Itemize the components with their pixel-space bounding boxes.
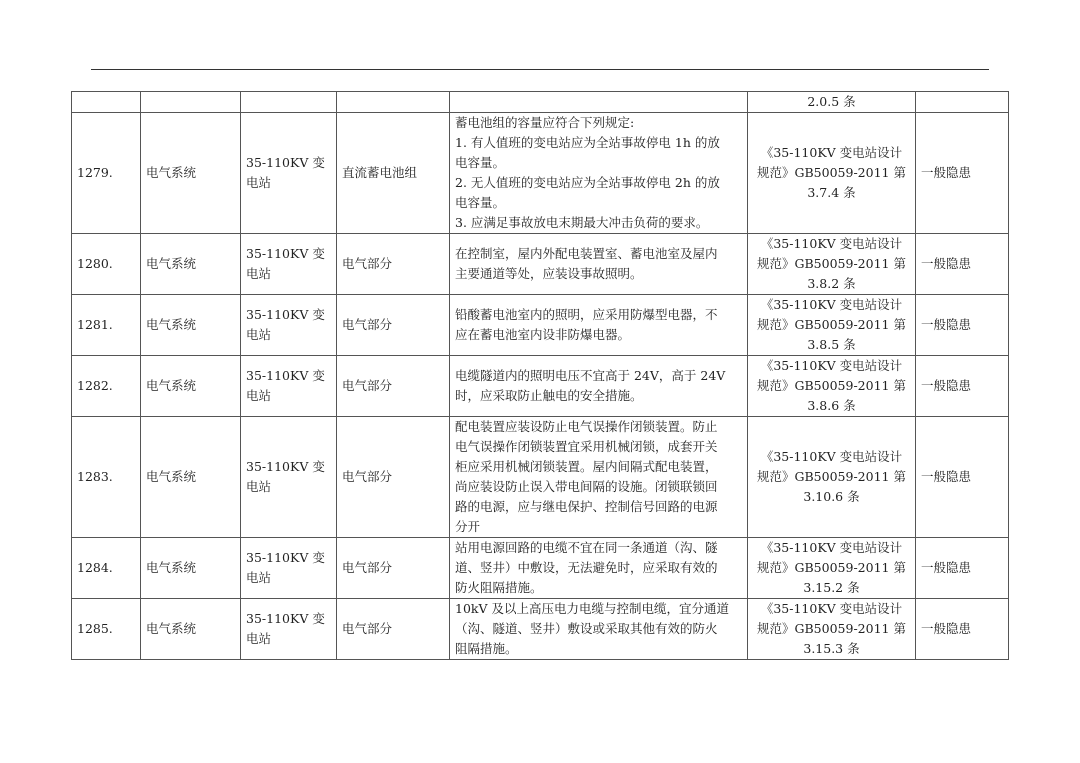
row-number: 1284.: [77, 560, 113, 575]
cell-number: [72, 113, 141, 234]
cell-requirement: [450, 92, 748, 113]
basis-line: 3.8.6 条: [807, 398, 856, 413]
hazard-level: 一般隐患: [921, 621, 972, 636]
cell-number: [72, 234, 141, 295]
system-name: 电气系统: [146, 560, 197, 575]
requirement-line: 在控制室，屋内外配电装置室、蓄电池室及屋内: [455, 246, 718, 261]
cell-location: [241, 295, 337, 356]
requirement-line: 时，应采取防止触电的安全措施。: [455, 388, 643, 403]
location-name: 35-110KV 变电站: [246, 459, 325, 494]
basis-line: 3.8.2 条: [807, 276, 856, 291]
table-row: [72, 599, 1009, 660]
cell-number: [72, 599, 141, 660]
hazard-level: 一般隐患: [921, 469, 972, 484]
system-name: 电气系统: [146, 621, 197, 636]
row-number: 1282.: [77, 378, 113, 393]
basis-line: 《35-110KV 变电站设计: [760, 358, 903, 373]
cell-component: [337, 92, 450, 113]
system-name: 电气系统: [146, 317, 197, 332]
row-number: 1280.: [77, 256, 113, 271]
requirement-line: 10kV 及以上高压电力电缆与控制电缆，宜分通道: [455, 601, 729, 616]
cell-system: [141, 356, 241, 417]
requirement-line: 路的电源，应与继电保护、控制信号回路的电源: [455, 499, 718, 514]
requirement-line: 防火阻隔措施。: [455, 580, 543, 595]
cell-requirement: [450, 234, 748, 295]
row-number: 1285.: [77, 621, 113, 636]
basis-line: 3.7.4 条: [807, 185, 856, 200]
cell-basis: [748, 538, 916, 599]
component-name: 电气部分: [342, 560, 393, 575]
hazard-level: 一般隐患: [921, 165, 972, 180]
cell-requirement: [450, 538, 748, 599]
basis-line: 3.15.3 条: [803, 641, 860, 656]
cell-requirement: [450, 295, 748, 356]
cell-basis: [748, 356, 916, 417]
cell-basis: [748, 113, 916, 234]
location-name: 35-110KV 变电站: [246, 368, 325, 403]
requirement-line: 柜应采用机械闭锁装置。屋内间隔式配电装置，: [455, 459, 718, 474]
row-number: 1281.: [77, 317, 113, 332]
location-name: 35-110KV 变电站: [246, 611, 325, 646]
requirement-line: 电容量。: [455, 155, 506, 170]
cell-system: [141, 92, 241, 113]
component-name: 电气部分: [342, 378, 393, 393]
cell-system: [141, 113, 241, 234]
cell-requirement: [450, 417, 748, 538]
requirement-line: 尚应装设防止误入带电间隔的设施。闭锁联锁回: [455, 479, 718, 494]
cell-location: [241, 92, 337, 113]
cell-component: [337, 417, 450, 538]
cell-component: [337, 538, 450, 599]
cell-level: [916, 92, 1009, 113]
basis-line: 《35-110KV 变电站设计: [760, 297, 903, 312]
row-number: 1283.: [77, 469, 113, 484]
component-name: 电气部分: [342, 317, 393, 332]
cell-basis: [748, 599, 916, 660]
basis-line: 3.8.5 条: [807, 337, 856, 352]
cell-requirement: [450, 113, 748, 234]
hazard-level: 一般隐患: [921, 256, 972, 271]
basis-line: 规范》GB50059-2011 第: [757, 469, 906, 484]
cell-system: [141, 538, 241, 599]
cell-location: [241, 113, 337, 234]
system-name: 电气系统: [146, 256, 197, 271]
cell-component: [337, 599, 450, 660]
row-number: 1279.: [77, 165, 113, 180]
requirement-line: 应在蓄电池室内设非防爆电器。: [455, 327, 631, 342]
component-name: 电气部分: [342, 621, 393, 636]
basis-line: 3.10.6 条: [803, 489, 860, 504]
requirement-line: 电缆隧道内的照明电压不宜高于 24V，高于 24V: [455, 368, 726, 383]
table-row: [72, 356, 1009, 417]
cell-system: [141, 417, 241, 538]
requirement-line: 1. 有人值班的变电站应为全站事故停电 1h 的放: [455, 135, 720, 150]
basis-line: 规范》GB50059-2011 第: [757, 256, 906, 271]
cell-level: [916, 538, 1009, 599]
cell-level: [916, 113, 1009, 234]
system-name: 电气系统: [146, 378, 197, 393]
basis-line: 《35-110KV 变电站设计: [760, 236, 903, 251]
table-row: [72, 417, 1009, 538]
cell-component: [337, 113, 450, 234]
requirement-line: 电容量。: [455, 195, 506, 210]
requirement-line: 分开: [455, 519, 481, 534]
basis-line: 《35-110KV 变电站设计: [760, 540, 903, 555]
cell-system: [141, 599, 241, 660]
basis-line: 规范》GB50059-2011 第: [757, 621, 906, 636]
requirement-line: 蓄电池组的容量应符合下列规定:: [455, 115, 635, 130]
basis-line: 《35-110KV 变电站设计: [760, 601, 903, 616]
component-name: 电气部分: [342, 256, 393, 271]
cell-location: [241, 599, 337, 660]
cell-location: [241, 356, 337, 417]
basis-line: 规范》GB50059-2011 第: [757, 317, 906, 332]
cell-system: [141, 234, 241, 295]
cell-number: [72, 417, 141, 538]
table-row: [72, 538, 1009, 599]
requirement-line: 道、竖井）中敷设，无法避免时，应采取有效的: [455, 560, 718, 575]
cell-location: [241, 234, 337, 295]
hazard-level: 一般隐患: [921, 317, 972, 332]
cell-location: [241, 417, 337, 538]
cell-system: [141, 295, 241, 356]
basis-line: 2.0.5 条: [807, 94, 856, 109]
cell-level: [916, 295, 1009, 356]
cell-requirement: [450, 599, 748, 660]
location-name: 35-110KV 变电站: [246, 307, 325, 342]
system-name: 电气系统: [146, 469, 197, 484]
basis-line: 规范》GB50059-2011 第: [757, 165, 906, 180]
requirement-line: 阻隔措施。: [455, 641, 518, 656]
cell-basis: [748, 417, 916, 538]
cell-component: [337, 234, 450, 295]
table-row-partial: [72, 92, 1009, 113]
header-rule: [91, 69, 989, 70]
basis-line: 规范》GB50059-2011 第: [757, 378, 906, 393]
cell-basis: [748, 92, 916, 113]
location-name: 35-110KV 变电站: [246, 155, 325, 190]
cell-number: [72, 538, 141, 599]
requirement-line: （沟、隧道、竖井）敷设或采取其他有效的防火: [455, 621, 718, 636]
cell-basis: [748, 234, 916, 295]
component-name: 直流蓄电池组: [342, 165, 418, 180]
basis-line: 3.15.2 条: [803, 580, 860, 595]
hazard-table: [71, 91, 1009, 660]
table-row: [72, 295, 1009, 356]
basis-line: 《35-110KV 变电站设计: [760, 145, 903, 160]
requirement-line: 配电装置应装设防止电气误操作闭锁装置。防止: [455, 419, 718, 434]
cell-number: [72, 92, 141, 113]
cell-requirement: [450, 356, 748, 417]
table-row: [72, 234, 1009, 295]
requirement-line: 3. 应满足事故放电末期最大冲击负荷的要求。: [455, 215, 709, 230]
requirement-line: 2. 无人值班的变电站应为全站事故停电 2h 的放: [455, 175, 720, 190]
requirement-line: 主要通道等处，应装设事故照明。: [455, 266, 643, 281]
cell-component: [337, 356, 450, 417]
component-name: 电气部分: [342, 469, 393, 484]
hazard-level: 一般隐患: [921, 560, 972, 575]
cell-level: [916, 234, 1009, 295]
basis-line: 《35-110KV 变电站设计: [760, 449, 903, 464]
cell-number: [72, 295, 141, 356]
table-row: [72, 113, 1009, 234]
cell-location: [241, 538, 337, 599]
requirement-line: 铅酸蓄电池室内的照明，应采用防爆型电器，不: [455, 307, 718, 322]
cell-number: [72, 356, 141, 417]
cell-basis: [748, 295, 916, 356]
requirement-line: 站用电源回路的电缆不宜在同一条通道（沟、隧: [455, 540, 718, 555]
location-name: 35-110KV 变电站: [246, 550, 325, 585]
hazard-level: 一般隐患: [921, 378, 972, 393]
location-name: 35-110KV 变电站: [246, 246, 325, 281]
requirement-line: 电气误操作闭锁装置宜采用机械闭锁，成套开关: [455, 439, 718, 454]
cell-level: [916, 417, 1009, 538]
cell-component: [337, 295, 450, 356]
cell-level: [916, 356, 1009, 417]
cell-level: [916, 599, 1009, 660]
system-name: 电气系统: [146, 165, 197, 180]
basis-line: 规范》GB50059-2011 第: [757, 560, 906, 575]
